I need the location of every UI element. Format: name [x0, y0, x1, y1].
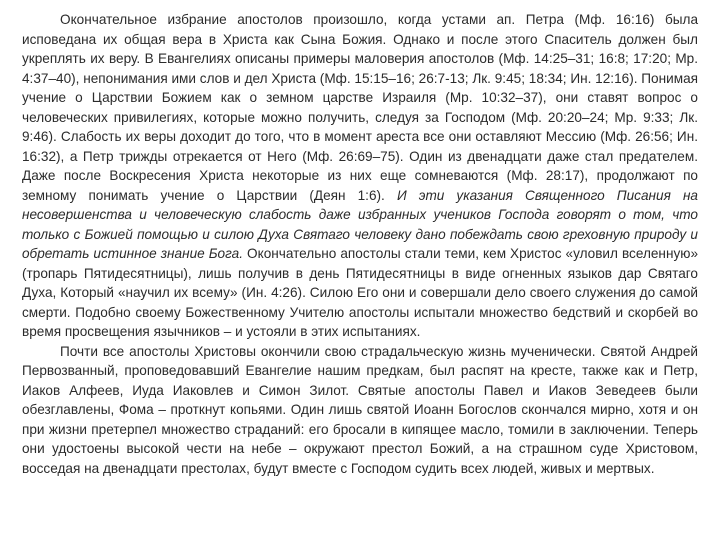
- paragraph-1-text-start: Окончательное избрание апостолов произошло, когда устами ап. Петра (Мф. 16:16) была исповедана их общая вера в Христа как Сына Божия. Однако и после этого Спаситель должен был укреплять их веру. В Евангелиях описаны примеры маловерия апостолов (Мф. 14:25–31; 16:8; 17:20; Мр. 4:37–40), непонимания ими слов и дел Христа (Мф. 15:15–16; 26:7-13; Лк. 9:45; 18:34; Ин. 12:16). Понимая учение о Царствии Божием как о земном царстве Израиля (Мр. 10:32–37), они ставят вопрос о человеческих привилегиях, которые можно получить, следуя за Господом (Мф. 20:20–24; Мр. 9:33; Лк. 9:46). Слабость их веры доходит до того, что в момент ареста все они оставляют Мессию (Мф. 26:56; Ин. 16:32), а Петр трижды отрекается от Него (Мф. 26:69–75). Один из двенадцати даже стал предателем. Даже после Воскресения Христа некоторые из них еще сомневаются (Мф. 28:17), продолжают по земному понимать учение о Царствии (Деян 1:6).: [22, 12, 698, 203]
- paragraph-1-italic-text: И эти указания Священного Писания на несовершенства и человеческую слабость даже избранных учеников Господа говорят о том, что только с Божией помощью и силою Духа Святаго человеку дано побеждать свою греховную природу и обретать истинное знание Бога.: [22, 187, 698, 261]
- paragraph-apostles-faith: [22, 10, 698, 342]
- document-page: [22, 10, 698, 478]
- paragraph-2-text: Почти все апостолы Христовы окончили свою страдальческую жизнь мученически. Святой Андрей Первозванный, проповедовавший Евангелие нашим предкам, был распят на кресте, также как и Петр, Иаков Алфеев, Иуда Иаковлев и Симон Зилот. Святые апостолы Павел и Иаков Зеведеев были обезглавлены, Фома – проткнут копьями. Один лишь святой Иоанн Богослов скончался мирно, хотя и он при жизни претерпел множество страданий: его бросали в кипящее масло, томили в заключении. Теперь они удостоены высокой чести на небе – окружают престол Божий, а на страшном суде Христовом, восседая на двенадцати престолах, будут вместе с Господом судить всех людей, живых и мертвых.: [22, 343, 698, 476]
- paragraph-1-text-end: Окончательно апостолы стали теми, кем Христос «уловил вселенную» (тропарь Пятидесятницы), лишь получив в день Пятидесятницы в виде огненных языков дар Святаго Духа, Который «научил их всему» (Ин. 4:26). Силою Его они и совершали дело своего служения до самой смерти. Подобно своему Божественному Учителю апостолы испытали множество бедствий и скорбей во время просвещения язычников – и устояли в этих испытаниях.: [22, 246, 698, 339]
- paragraph-apostles-martyrdom: [22, 342, 698, 479]
